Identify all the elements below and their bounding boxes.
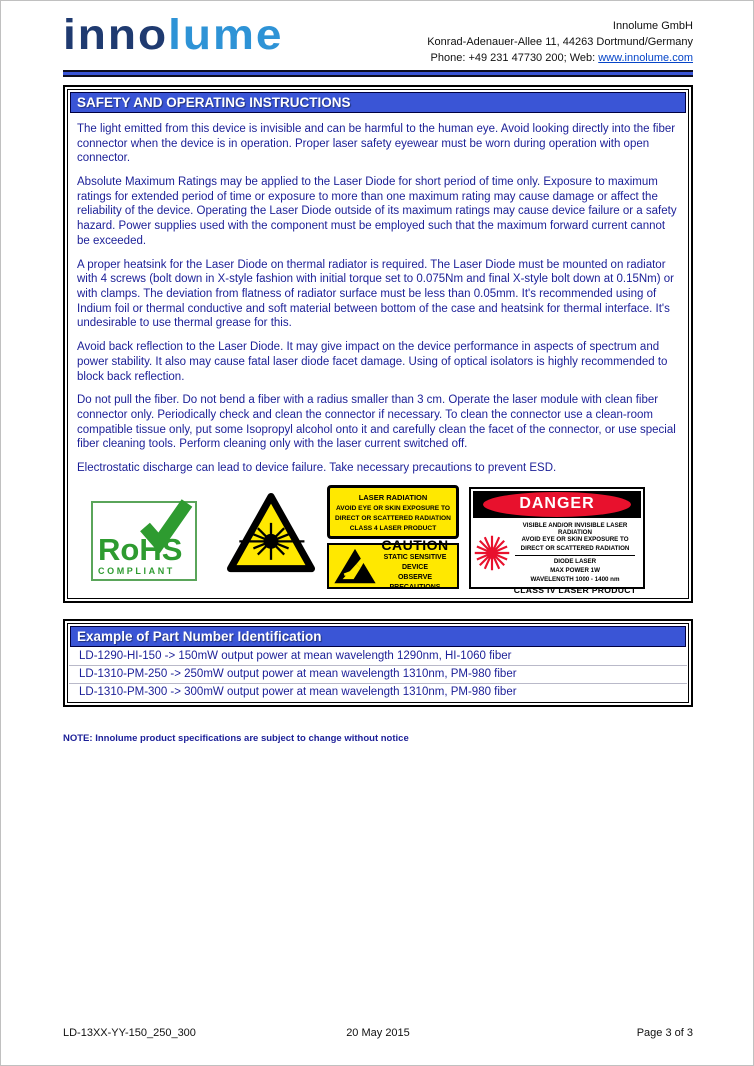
laser-radiation-line: DIRECT OR SCATTERED RADIATION [335,515,451,522]
footer-doc-id: LD-13XX-YY-150_250_300 [63,1027,196,1039]
specifications-note: NOTE: Innolume product specifications are subject to change without notice [63,732,409,744]
danger-line: CLASS IV LASER PRODUCT [513,585,637,596]
safety-paragraph: Do not pull the fiber. Do not bend a fiber with a radius smaller than 3 cm. Operate the laser module with clean fiber connector only. Periodically check and clean the connector if necessary. To clean the connector use a clean-room compatible tissue only, put some Isopropyl alcohol onto it and carefully clean the facet of the connector, or use special fiber cleaning tools. Perform cleaning only with the laser current switched off. [77,394,676,451]
caution-line: OBSERVE PRECAUTIONS [389,574,441,592]
part-number-section-inner [67,623,689,703]
part-number-row: LD-1310-PM-250 -> 250mW output power at mean wavelength 1310nm, PM-980 fiber [69,665,687,683]
checkmark-icon [133,497,195,553]
rohs-compliant-badge [91,501,197,581]
safety-section-box [63,85,693,603]
warning-labels-row [77,485,679,596]
part-number-section-box [63,619,693,707]
laser-radiation-line: AVOID EYE OR SKIN EXPOSURE TO [335,504,451,512]
company-name: Innolume GmbH [612,20,693,32]
part-number-rows [69,648,687,701]
logo-text-light: lume [168,10,284,59]
laser-radiation-label [327,485,459,539]
company-contact [427,51,693,67]
caution-title: CAUTION [381,537,449,554]
danger-divider [515,555,635,556]
website-link[interactable]: www.innolume.com [598,51,693,64]
footer-page-number: Page 3 of 3 [636,1027,693,1039]
laser-radiation-line: CLASS 4 LASER PRODUCT [349,525,437,533]
innolume-logo [63,10,284,59]
laser-warning-triangle-icon [227,491,315,575]
part-number-section-title: Example of Part Number Identification [70,626,686,647]
esd-hand-triangle-icon [333,546,377,586]
danger-label [469,487,645,596]
rohs-title: RoHS [98,531,183,567]
esd-caution-label [327,537,459,592]
danger-title: DANGER [483,492,631,517]
rohs-subtitle: COMPLIANT [98,565,175,576]
danger-line: MAX POWER 1W [550,566,600,574]
danger-line: DIRECT OR SCATTERED RADIATION [520,544,630,552]
danger-line: DIODE LASER [553,558,597,566]
header [63,1,693,67]
part-number-row: LD-1290-HI-150 -> 150mW output power at mean wavelength 1290nm, HI-1060 fiber [79,650,512,663]
safety-paragraph: Avoid back reflection to the Laser Diode. It may give impact on the device performance in aspects of spectrum and power stability. It also may cause fatal laser diode facet damage. Using of optical isolators is highly recommended to block back reflection. [77,341,668,383]
laser-radiation-line: LASER RADIATION [358,492,428,502]
safety-paragraph: Electrostatic discharge can lead to device failure. Take necessary precautions to prevent ESD. [77,462,557,475]
danger-line: WAVELENGTH 1000 - 1400 nm [530,575,620,583]
footer-date: 20 May 2015 [346,1027,410,1039]
caution-line: STATIC SENSITIVE DEVICE [383,553,447,572]
safety-paragraph: A proper heatsink for the Laser Diode on thermal radiator is required. The Laser Diode must be mounted on radiator with 4 screws (bolt down in X-style fashion with initial torque set to 0.075Nm and final X-style bolt down at 0.15Nm) or with clamps. The deviation from flatness of radiator surface must be less than 0.05mm. It's recommended using of Indium foil or thermal conductive and soft material between bottom of the case and heatsink for thermal interface. It's undesirable to use thermal grease for this. [77,258,675,330]
safety-paragraph: Absolute Maximum Ratings may be applied to the Laser Diode for short period of time only. Exposure to maximum ratings for extended period of time or exposure to more than one maximum rating may cause damage or affect the reliability of the device. Operating the Laser Diode outside of its maximum ratings may cause device failure or a safety hazard. Power supplies used with the component must be employed such that the maximum forward current cannot be exceeded. [77,175,677,247]
page-footer [63,1027,693,1039]
company-address: Konrad-Adenauer-Allee 11, 44263 Dortmund/Germany [427,35,693,48]
safety-paragraph: The light emitted from this device is invisible and can be harmful to the human eye. Avoid looking directly into the fiber connector when the device is in operation. Proper laser safety eyewear must be worn during operation with open connector. [77,122,676,165]
danger-line: VISIBLE AND/OR INVISIBLE LASER RADIATION [522,521,628,536]
danger-line: AVOID EYE OR SKIN EXPOSURE TO [521,535,629,543]
company-info [427,15,693,67]
safety-section-inner [67,89,689,599]
safety-paragraphs [69,122,687,476]
part-number-row: LD-1310-PM-300 -> 300mW output power at mean wavelength 1310nm, PM-980 fiber [69,683,687,701]
phone-text: Phone: +49 231 47730 200; Web: [430,51,599,64]
laser-starburst-icon [474,530,510,576]
danger-band [473,491,641,518]
caution-text [377,538,453,593]
danger-body [473,518,641,595]
logo-text-dark: inno [63,10,169,59]
safety-section-title: SAFETY AND OPERATING INSTRUCTIONS [70,92,686,113]
header-divider [63,70,693,77]
page-content [63,1,693,744]
